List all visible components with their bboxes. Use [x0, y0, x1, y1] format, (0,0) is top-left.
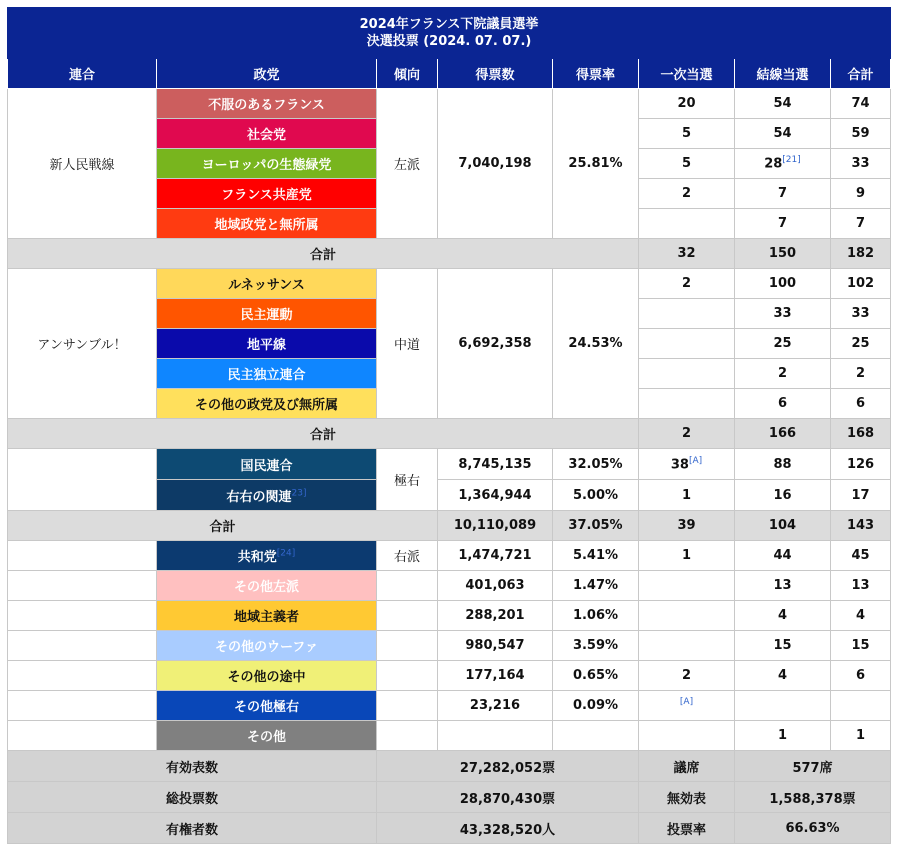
second-round-cell: 7	[735, 179, 831, 209]
first-round-cell: 20	[639, 89, 735, 119]
summary-value-2: 1,588,378票	[735, 782, 891, 813]
party-name: 民主運動	[240, 308, 293, 323]
table-row	[8, 601, 891, 631]
tendency-cell	[377, 631, 438, 661]
total-cell: 15	[831, 631, 891, 661]
second-round-cell: 4	[735, 661, 831, 691]
votes-cell: 1,474,721	[438, 541, 553, 571]
table-title	[8, 8, 891, 59]
total-cell: 2	[831, 359, 891, 389]
party-cell[interactable]	[157, 179, 377, 209]
first-round-cell: 2	[639, 179, 735, 209]
vote-share-cell: 0.09%	[553, 691, 639, 721]
title-line-2: 決選投票 (2024. 07. 07.)	[366, 34, 532, 49]
party-cell[interactable]	[157, 119, 377, 149]
first-round-value: 1	[681, 548, 692, 563]
total-cell: 126	[831, 449, 891, 480]
results-table	[7, 7, 891, 844]
second-round-cell: 6	[735, 389, 831, 419]
others-section	[8, 541, 891, 751]
total-cell: 25	[831, 329, 891, 359]
summary-value: 43,328,520人	[377, 813, 639, 844]
summary-value-2: 577席	[735, 751, 891, 782]
first-round-cell	[639, 601, 735, 631]
second-round-cell: 166	[735, 419, 831, 449]
second-round-cell: 100	[735, 269, 831, 299]
total-cell: 45	[831, 541, 891, 571]
vote-share-cell: 3.59%	[553, 631, 639, 661]
footnote-link[interactable]: [24]	[276, 548, 296, 559]
first-round-cell	[639, 449, 735, 480]
vote-share-cell: 5.41%	[553, 541, 639, 571]
subtotal-label: 合計	[8, 511, 438, 541]
total-cell: 7	[831, 209, 891, 239]
coalition-name	[8, 661, 157, 691]
header-votes: 得票数	[438, 59, 553, 89]
party-cell[interactable]	[157, 721, 377, 751]
party-name: フランス共産党	[221, 188, 312, 203]
second-round-cell: 15	[735, 631, 831, 661]
vote-share-cell: 1.47%	[553, 571, 639, 601]
votes-cell: 980,547	[438, 631, 553, 661]
total-cell: 168	[831, 419, 891, 449]
total-cell: 33	[831, 149, 891, 179]
first-round-cell	[639, 541, 735, 571]
party-name: その他のウーファ	[214, 640, 319, 655]
first-round-cell: 2	[639, 419, 735, 449]
table-row	[8, 691, 891, 721]
subtotal-label: 合計	[8, 239, 639, 269]
second-round-cell: 4	[735, 601, 831, 631]
party-cell[interactable]	[157, 299, 377, 329]
tendency-cell: 極右	[377, 449, 438, 511]
party-name: 民主独立連合	[227, 368, 306, 383]
vote-share-cell: 32.05%	[553, 449, 639, 480]
summary-value: 27,282,052票	[377, 751, 639, 782]
party-name: 社会党	[246, 128, 286, 143]
tendency-cell	[377, 601, 438, 631]
party-cell[interactable]	[157, 89, 377, 119]
party-name: その他の政党及び無所属	[194, 398, 338, 413]
second-round-cell: 25	[735, 329, 831, 359]
coalition-name	[8, 449, 157, 511]
tendency-cell: 右派	[377, 541, 438, 571]
header-first-round-seats: 一次当選	[639, 59, 735, 89]
tendency-cell: 中道	[377, 269, 438, 419]
total-cell: 4	[831, 601, 891, 631]
subtotal-row	[8, 511, 891, 541]
votes-cell: 8,745,135	[438, 449, 553, 480]
header-party: 政党	[157, 59, 377, 89]
total-cell: 1	[831, 721, 891, 751]
table-row	[8, 571, 891, 601]
total-cell: 9	[831, 179, 891, 209]
party-cell[interactable]	[157, 149, 377, 179]
first-round-cell: 5	[639, 119, 735, 149]
party-name: その他極右	[233, 700, 299, 715]
votes-cell: 401,063	[438, 571, 553, 601]
second-round-cell	[735, 691, 831, 721]
total-cell	[831, 691, 891, 721]
total-cell: 13	[831, 571, 891, 601]
summary-row	[8, 782, 891, 813]
vote-share-cell: 1.06%	[553, 601, 639, 631]
table-row	[8, 631, 891, 661]
vote-share-cell: 5.00%	[553, 480, 639, 511]
party-name: ヨーロッパの生態緑党	[201, 158, 332, 173]
header-coalition: 連合	[8, 59, 157, 89]
header-vote-share: 得票率	[553, 59, 639, 89]
vote-share-cell: 24.53%	[553, 269, 639, 419]
summary-row	[8, 813, 891, 844]
total-cell: 143	[831, 511, 891, 541]
first-round-cell: 32	[639, 239, 735, 269]
summary-label-2: 議席	[639, 751, 735, 782]
first-round-cell: 2	[639, 269, 735, 299]
header-tendency: 傾向	[377, 59, 438, 89]
first-round-cell: 5	[639, 149, 735, 179]
table-row	[8, 269, 891, 299]
party-cell[interactable]	[157, 541, 377, 571]
party-cell[interactable]	[157, 209, 377, 239]
first-round-value: 38	[670, 457, 689, 473]
total-cell: 6	[831, 661, 891, 691]
first-round-cell	[639, 209, 735, 239]
votes-cell: 23,216	[438, 691, 553, 721]
first-round-cell: 1	[639, 480, 735, 511]
party-name: 地域主義者	[233, 610, 299, 625]
second-round-cell	[735, 149, 831, 179]
second-round-cell: 150	[735, 239, 831, 269]
party-name: その他	[246, 730, 286, 745]
table-row	[8, 541, 891, 571]
coalition-name	[8, 601, 157, 631]
summary-label: 有権者数	[8, 813, 377, 844]
total-cell: 33	[831, 299, 891, 329]
tendency-cell	[377, 691, 438, 721]
table-row	[8, 721, 891, 751]
votes-cell: 7,040,198	[438, 89, 553, 239]
total-cell: 59	[831, 119, 891, 149]
first-round-value: 2	[681, 668, 692, 683]
footnote-link[interactable]: [A]	[688, 455, 703, 466]
summary-label-2: 無効表	[639, 782, 735, 813]
header-second-round-seats: 結線当選	[735, 59, 831, 89]
tendency-cell	[377, 661, 438, 691]
summary-value-2: 66.63%	[735, 813, 891, 844]
second-round-cell: 7	[735, 209, 831, 239]
party-cell[interactable]	[157, 691, 377, 721]
party-name: その他の途中	[227, 670, 306, 685]
party-cell[interactable]	[157, 480, 377, 511]
party-cell[interactable]	[157, 449, 377, 480]
first-round-cell	[639, 359, 735, 389]
second-round-value: 28	[764, 156, 783, 172]
first-round-cell	[639, 299, 735, 329]
coalition-name	[8, 631, 157, 661]
total-cell: 74	[831, 89, 891, 119]
header-total-seats: 合計	[831, 59, 891, 89]
second-round-cell: 13	[735, 571, 831, 601]
tendency-cell: 左派	[377, 89, 438, 239]
footnote-link[interactable]: [A]	[679, 697, 694, 708]
votes-cell	[438, 721, 553, 751]
second-round-cell: 2	[735, 359, 831, 389]
coalition-name	[8, 691, 157, 721]
party-name: 地域政党と無所属	[214, 218, 319, 233]
party-cell[interactable]	[157, 269, 377, 299]
tendency-cell	[377, 721, 438, 751]
total-cell: 6	[831, 389, 891, 419]
first-round-cell	[639, 329, 735, 359]
second-round-cell: 54	[735, 89, 831, 119]
first-round-cell	[639, 661, 735, 691]
party-cell[interactable]	[157, 571, 377, 601]
coalition-name: 新人民戦線	[8, 89, 157, 239]
party-cell[interactable]	[157, 661, 377, 691]
party-cell[interactable]	[157, 631, 377, 661]
party-cell[interactable]	[157, 389, 377, 419]
party-name: 不服のあるフランス	[208, 98, 325, 113]
party-cell[interactable]	[157, 329, 377, 359]
party-cell[interactable]	[157, 359, 377, 389]
party-name: ルネッサンス	[228, 278, 305, 293]
subtotal-label: 合計	[8, 419, 639, 449]
second-round-cell: 16	[735, 480, 831, 511]
first-round-cell	[639, 631, 735, 661]
second-round-cell: 88	[735, 449, 831, 480]
party-name: 国民連合	[240, 458, 293, 474]
subtotal-row	[8, 239, 891, 269]
summary-label-2: 投票率	[639, 813, 735, 844]
summary-label: 総投票数	[8, 782, 377, 813]
party-name: 共和党	[237, 550, 277, 565]
votes-cell: 288,201	[438, 601, 553, 631]
votes-cell: 1,364,944	[438, 480, 553, 511]
first-round-cell	[639, 571, 735, 601]
votes-cell: 177,164	[438, 661, 553, 691]
first-round-cell	[639, 389, 735, 419]
second-round-cell: 54	[735, 119, 831, 149]
second-round-cell: 44	[735, 541, 831, 571]
title-line-1: 2024年フランス下院議員選挙	[359, 17, 539, 32]
footnote-link[interactable]: 23]	[291, 488, 307, 499]
tendency-cell	[377, 571, 438, 601]
total-cell: 182	[831, 239, 891, 269]
vote-share-cell: 0.65%	[553, 661, 639, 691]
summary-value: 28,870,430票	[377, 782, 639, 813]
table-row	[8, 449, 891, 480]
coalition-name	[8, 541, 157, 571]
first-round-cell	[639, 721, 735, 751]
footnote-link[interactable]: [21]	[782, 155, 801, 166]
vote-share-cell: 25.81%	[553, 89, 639, 239]
total-cell: 102	[831, 269, 891, 299]
first-round-cell	[639, 691, 735, 721]
summary-row	[8, 751, 891, 782]
table-row	[8, 89, 891, 119]
party-name: 右右の関連	[226, 489, 292, 505]
summary-label: 有効表数	[8, 751, 377, 782]
party-name: その他左派	[233, 580, 299, 595]
votes-cell: 6,692,358	[438, 269, 553, 419]
party-cell[interactable]	[157, 601, 377, 631]
coalition-name	[8, 721, 157, 751]
votes-cell: 10,110,089	[438, 511, 553, 541]
coalition-name: アンサンブル！	[8, 269, 157, 419]
party-name: 地平線	[246, 338, 286, 353]
subtotal-row	[8, 419, 891, 449]
vote-share-cell	[553, 721, 639, 751]
coalition-name	[8, 571, 157, 601]
vote-share-cell: 37.05%	[553, 511, 639, 541]
table-row	[8, 661, 891, 691]
second-round-cell: 1	[735, 721, 831, 751]
election-results-panel	[7, 7, 890, 844]
first-round-cell: 39	[639, 511, 735, 541]
second-round-cell: 33	[735, 299, 831, 329]
second-round-cell: 104	[735, 511, 831, 541]
total-cell: 17	[831, 480, 891, 511]
